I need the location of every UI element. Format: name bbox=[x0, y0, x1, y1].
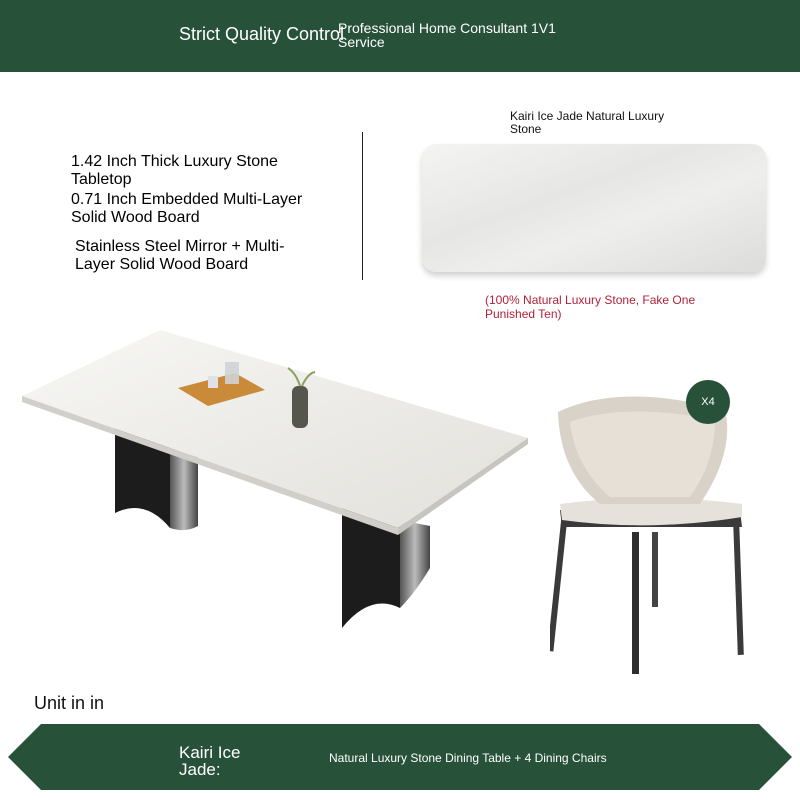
stone-sample-note: (100% Natural Luxury Stone, Fake One Punished Ten) bbox=[485, 293, 696, 321]
header-quality-text: Strict Quality Control bbox=[179, 24, 345, 44]
stone-sample-title: Kairi Ice Jade Natural Luxury Stone bbox=[510, 109, 665, 136]
dining-table-image bbox=[20, 328, 532, 633]
feature-label: Stainless Steel Mirror + Multi-Layer Solid Wood Board bbox=[75, 238, 285, 273]
footer-product-description: Natural Luxury Stone Dining Table + 4 Dining Chairs bbox=[329, 751, 607, 765]
feature-label: 1.42 Inch Thick Luxury Stone Tabletop bbox=[71, 153, 278, 188]
quantity-badge: X4 bbox=[686, 380, 730, 424]
unit-label: Unit in in bbox=[34, 693, 105, 713]
feature-label: 0.71 Inch Embedded Multi-Layer Solid Wood Board bbox=[71, 191, 303, 226]
footer-product-name: Kairi Ice Jade: bbox=[179, 743, 241, 779]
header-consultant-text: Professional Home Consultant 1V1 Service bbox=[338, 20, 556, 50]
vertical-divider bbox=[362, 132, 363, 280]
dining-chair-image bbox=[550, 392, 750, 677]
stone-sample-image bbox=[422, 144, 766, 272]
